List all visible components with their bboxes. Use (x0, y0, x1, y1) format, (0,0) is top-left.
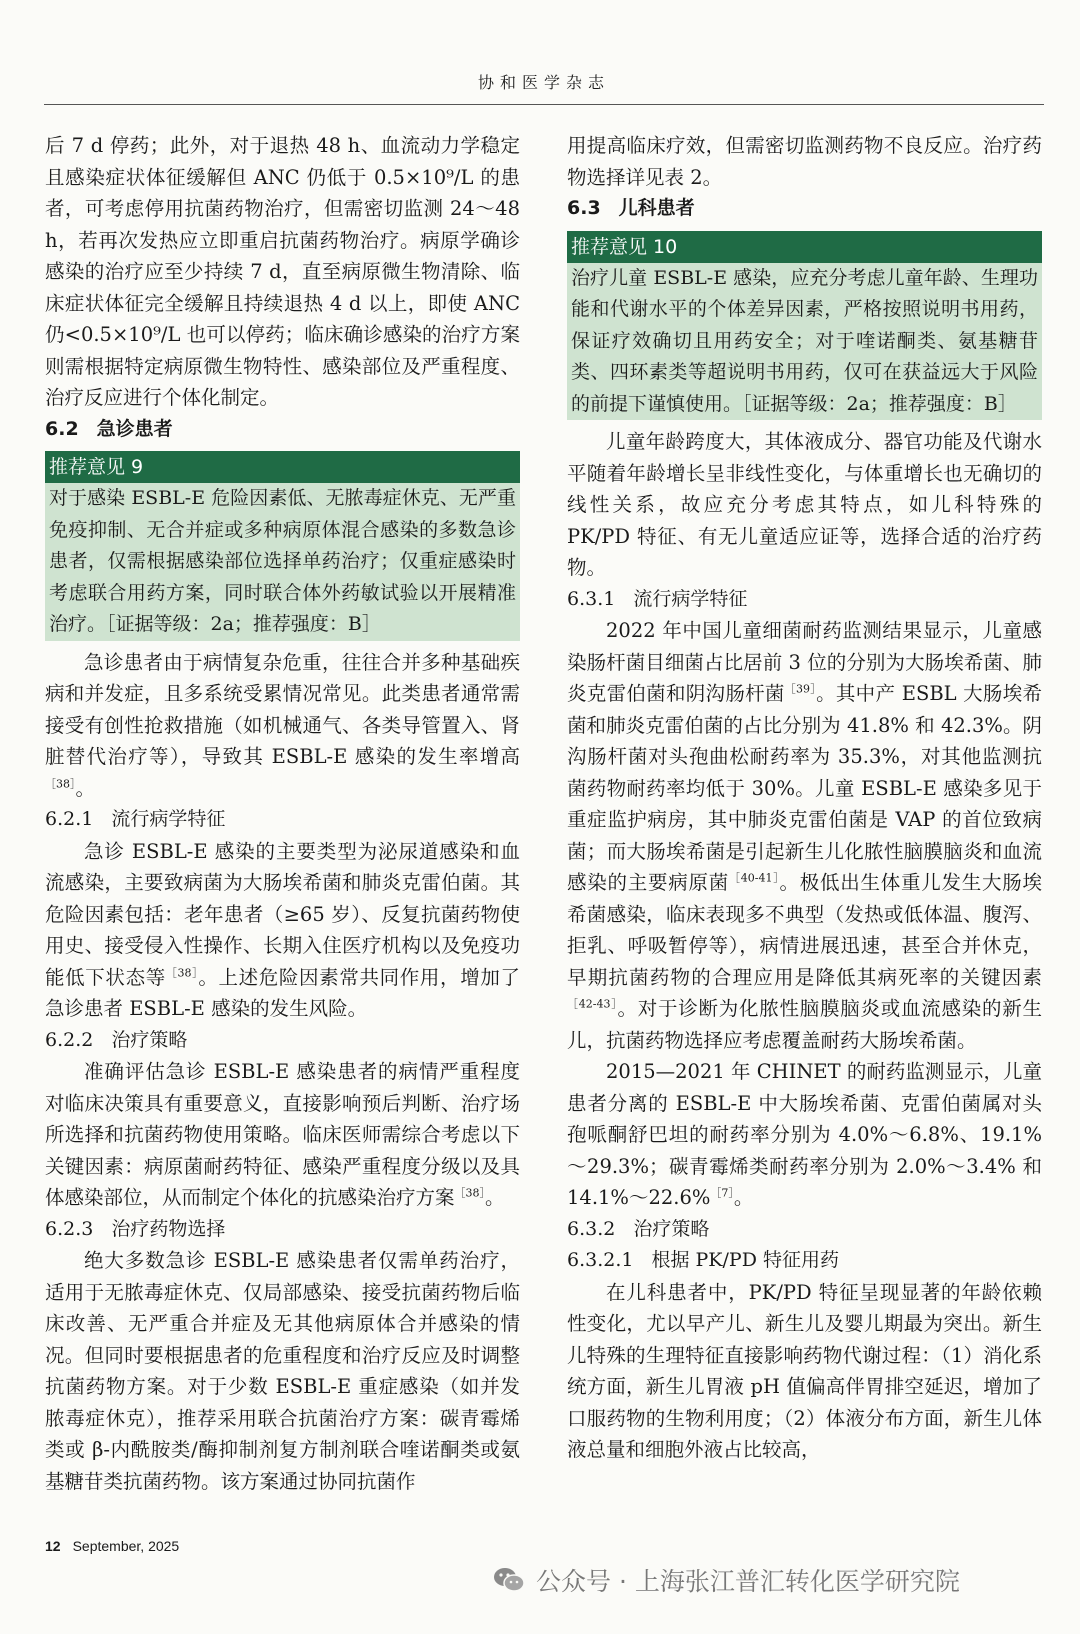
issue-date: September, 2025 (72, 1538, 180, 1554)
paragraph: 绝大多数急诊 ESBL-E 感染患者仅需单药治疗，适用于无脓毒症休克、仅局部感染、接受抗菌药物后临床改善、无严重合并症及无其他病原体合并感染的情况。但同时要根据患者的危重程度和治疗反应及时调整抗菌药物方案。对于少数 ESBL-E 重症感染（如并发脓毒症休克），推荐采用联合抗菌治疗方案：碳青霉烯类或 β-内酰胺类/酶抑制剂复方制剂联合喹诺酮类或氨基糖苷类抗菌药物。该方案通过协同抗菌作 (45, 1249, 520, 1493)
paragraph: 急诊患者由于病情复杂危重，往往合并多种基础疾病和并发症，且多系统受累情况常见。此类患者通常需接受有创性抢救措施（如机械通气、各类导管置入、肾脏替代治疗等），导致其 ESBL-E 感染的发生率增高$^{[38]}$。 (45, 650, 520, 800)
section-title: 流行病学特征 (111, 808, 226, 830)
section-number: 6.3.1 (567, 587, 616, 610)
section-heading-6-3-2 (567, 1214, 1042, 1246)
section-heading-6-2-3 (45, 1214, 520, 1246)
section-title: 根据 PK/PD 特征用药 (651, 1249, 839, 1271)
citation: ［39］ (784, 682, 817, 696)
page-footer (45, 1538, 179, 1554)
paragraph: 后 7 d 停药；此外，对于退热 48 h、血流动力学稳定且感染症状体征缓解但 ANC 仍低于 0.5×10⁹/L 的患者，可考虑停用抗菌药物治疗，但需密切监测 24～48 h，若再次发热应立即重启抗菌药物治疗。病原学确诊感染的治疗应至少持续 7 d，直至病原微生物清除、临床症状体征完全缓解且持续退热 4 d 以上，即使 ANC 仍<0.5×10⁹/L 也可以停药；临床确诊感染的治疗方案则需根据特定病原微生物特性、感染部位及严重程度、治疗反应进行个体化制定。 (45, 134, 520, 409)
paragraph: 在儿科患者中，PK/PD 特征呈现显著的年龄依赖性变化，尤以早产儿、新生儿及婴儿期最为突出。新生儿特殊的生理特征直接影响药物代谢过程：（1）消化系统方面，新生儿胃液 pH 值偏高伴胃排空延迟，增加了口服药物的生物利用度；（2）体液分布方面，新生儿体液总量和细胞外液占比较高， (567, 1280, 1042, 1461)
recommendation-title: 推荐意见 10 (567, 231, 1042, 263)
section-title: 治疗药物选择 (111, 1217, 226, 1240)
paragraph: 2022 年中国儿童细菌耐药监测结果显示，儿童感染肠杆菌目细菌占比居前 3 位的分别为大肠埃希菌、肺炎克雷伯菌和阴沟肠杆菌$^{[39]}$。其中产 ESBL 大肠埃希菌和肺炎克雷伯菌的占比分别为 41.8% 和 42.3%。阴沟肠杆菌对头孢曲松耐药率为 35.3%，对其他监测抗菌药物耐药率均低于 30%。儿童 ESBL-E 感染多见于重症监护病房，其中肺炎克雷伯菌是 VAP 的首位致病菌；而大肠埃希菌是引起新生儿化脓性脑膜脑炎和血流感染的主要病原菌$^{[40-41]}$。极低出生体重儿发生大肠埃希菌感染，临床表现多不典型（发热或低体温、腹泻、拒乳、呼吸暂停等），病情进展迅速，甚至合并休克，早期抗菌药物的合理应用是降低其病死率的关键因素$^{[42-43]}$。对于诊断为化脓性脑膜脑炎或血流感染的新生儿，抗菌药物选择应考虑覆盖耐药大肠埃希菌。 (567, 619, 1042, 1052)
left-column (45, 130, 520, 1497)
section-heading-6-3-2-1 (567, 1245, 1042, 1277)
section-number: 6.2 (45, 417, 79, 440)
section-number: 6.3 (567, 197, 601, 219)
section-title: 治疗策略 (633, 1217, 710, 1240)
paragraph: 急诊 ESBL-E 感染的主要类型为泌尿道感染和血流感染，主要致病菌为大肠埃希菌和肺炎克雷伯菌。其危险因素包括：老年患者（≥65 岁）、反复抗菌药物使用史、接受侵入性操作、长期入住医疗机构以及免疫功能低下状态等$^{[38]}$。上述危险因素常共同作用，增加了急诊患者 ESBL-E 感染的发生风险。 (45, 839, 520, 1020)
recommendation-title: 推荐意见 9 (45, 451, 520, 483)
watermark-text: 公众号 · 上海张江普汇转化医学研究院 (536, 1567, 960, 1596)
section-heading-6-2-1 (45, 804, 520, 836)
citation: ［38］ (165, 966, 199, 979)
section-title: 儿科患者 (618, 197, 695, 219)
section-number: 6.3.2.1 (567, 1249, 634, 1271)
citation: ［42-43］ (567, 997, 618, 1011)
journal-header: 协和医学杂志 (44, 62, 1044, 105)
citation: ［40-41］ (729, 871, 780, 885)
section-heading-6-2-2 (45, 1025, 520, 1057)
page-number: 12 (45, 1538, 61, 1554)
recommendation-body: 治疗儿童 ESBL-E 感染，应充分考虑儿童年龄、生理功能和代谢水平的个体差异因素，严格按照说明书用药，保证疗效确切且用药安全；对于喹诺酮类、氨基糖苷类、四环素类等超说明书用药，仅可在获益远大于风险的前提下谨慎使用。［证据等级：2a；推荐强度：B］ (567, 263, 1042, 421)
recommendation-box-9 (45, 451, 520, 641)
wechat-icon (492, 1563, 526, 1597)
right-column (567, 130, 1042, 1466)
section-title: 流行病学特征 (633, 587, 748, 610)
section-number: 6.2.1 (45, 808, 94, 830)
paragraph: 用提高临床疗效，但需密切监测药物不良反应。治疗药物选择详见表 2。 (567, 134, 1042, 189)
section-number: 6.2.3 (45, 1217, 94, 1240)
citation: ［38］ (454, 1186, 486, 1200)
recommendation-body: 对于感染 ESBL-E 危险因素低、无脓毒症休克、无严重免疫抑制、无合并症或多种病原体混合感染的多数急诊患者，仅需根据感染部位选择单药治疗；仅重症感染时考虑联合用药方案，同时联合体外药敏试验以开展精准治疗。［证据等级：2a；推荐强度：B］ (45, 483, 520, 641)
section-number: 6.3.2 (567, 1217, 616, 1240)
paragraph: 2015—2021 年 CHINET 的耐药监测显示，儿童患者分离的 ESBL-E 中大肠埃希菌、克雷伯菌属对头孢哌酮舒巴坦的耐药率分别为 4.0%～6.8%、19.1%～29.3%；碳青霉烯类耐药率分别为 2.0%～3.4% 和 14.1%～22.6%$^{[7]}$。 (567, 1060, 1042, 1209)
watermark (492, 1560, 960, 1600)
recommendation-box-10 (567, 231, 1042, 421)
section-heading-6-2 (45, 414, 520, 446)
section-number: 6.2.2 (45, 1028, 94, 1051)
section-heading-6-3 (567, 193, 1042, 225)
section-title: 急诊患者 (96, 417, 173, 440)
citation: ［7］ (710, 1186, 734, 1200)
section-heading-6-3-1 (567, 584, 1042, 616)
section-title: 治疗策略 (111, 1028, 188, 1051)
citation: ［38］ (45, 777, 76, 790)
paragraph: 准确评估急诊 ESBL-E 感染患者的病情严重程度对临床决策具有重要意义，直接影响预后判断、治疗场所选择和抗菌药物使用策略。临床医师需综合考虑以下关键因素：病原菌耐药特征、感染严重程度分级以及具体感染部位，从而制定个体化的抗感染治疗方案$^{[38]}$。 (45, 1060, 520, 1209)
paragraph: 儿童年龄跨度大，其体液成分、器官功能及代谢水平随着年龄增长呈非线性变化，与体重增长也无确切的线性关系，故应充分考虑其特点，如儿科特殊的 PK/PD 特征、有无儿童适应证等，选择合适的治疗药物。 (567, 430, 1042, 579)
